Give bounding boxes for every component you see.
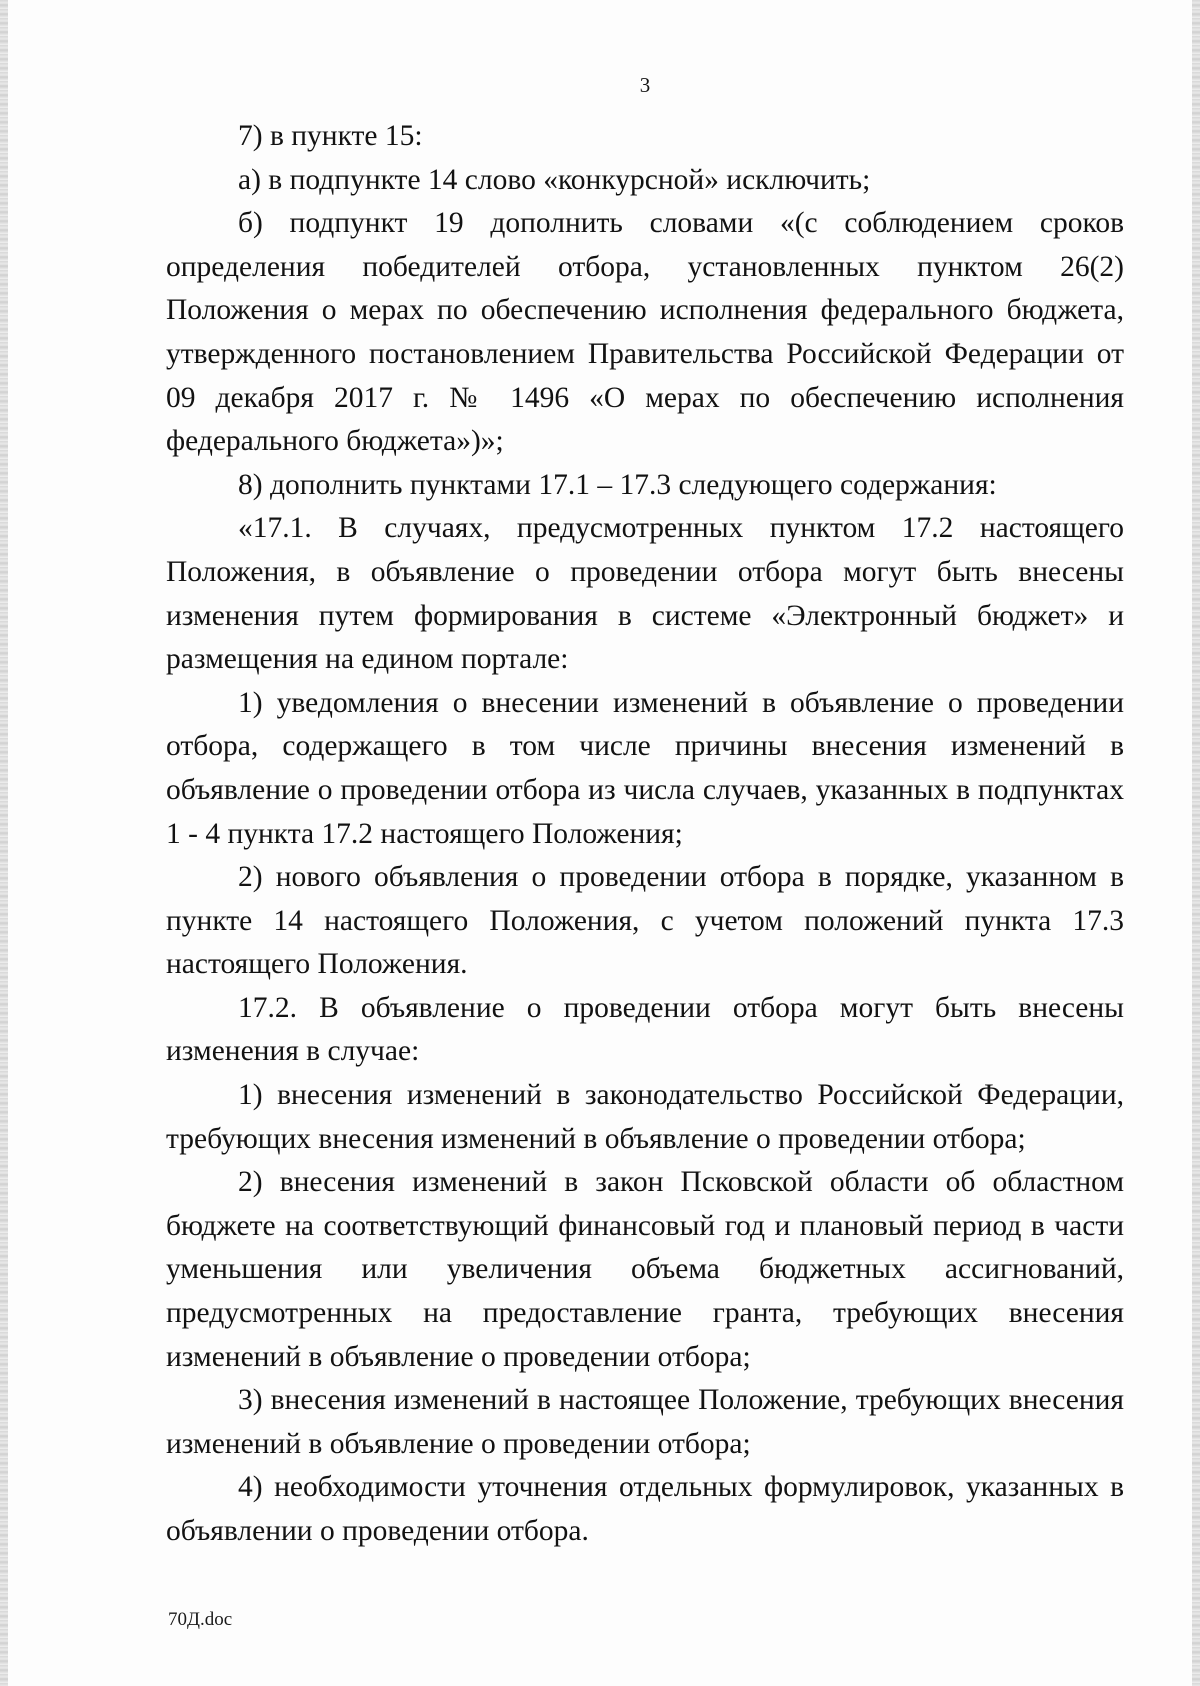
paragraph: 2) внесения изменений в закон Псковской области об областном бюджете на соответствующий финансовый год и плановый период в части уменьшения или увеличения объема бюджетных ассигнований, предусмотренных на предоставление гранта, требующих внесения изменений в объявление о проведении отбора; (166, 1166, 1124, 1373)
document-body (166, 115, 1124, 1554)
paragraph: 2) нового объявления о проведении отбора в порядке, указанном в пункте 14 настоящего Положения, с учетом положений пункта 17.3 настоящего Положения. (166, 861, 1124, 981)
page-number: 3 (639, 73, 651, 97)
scan-edge-right (1192, 0, 1200, 1686)
paragraph: 8) дополнить пунктами 17.1 – 17.3 следующего содержания: (238, 468, 997, 501)
paragraph: 1) уведомления о внесении изменений в объявление о проведении отбора, содержащего в том числе причины внесения изменений в объявление о проведении отбора из числа случаев, указанных в подпунктах 1 - 4 пункта 17.2 настоящего Положения; (166, 686, 1124, 850)
paragraph: 3) внесения изменений в настоящее Положение, требующих внесения изменений в объявление о проведении отбора; (166, 1384, 1124, 1460)
paragraph: «17.1. В случаях, предусмотренных пунктом 17.2 настоящего Положения, в объявление о проведении отбора могут быть внесены изменения путем формирования в системе «Электронный бюджет» и размещения на едином портале: (166, 512, 1124, 676)
footer-filename: 70Д.doc (168, 1609, 233, 1630)
paragraph: а) в подпункте 14 слово «конкурсной» исключить; (238, 163, 871, 196)
paragraph: 17.2. В объявление о проведении отбора могут быть внесены изменения в случае: (166, 991, 1124, 1068)
paragraph: 1) внесения изменений в законодательство Российской Федерации, требующих внесения изменений в объявление о проведении отбора; (166, 1079, 1124, 1155)
paragraph: 4) необходимости уточнения отдельных формулировок, указанных в объявлении о проведении отбора. (166, 1471, 1124, 1547)
paragraph: б) подпункт 19 дополнить словами «(с соблюдением сроков определения победителей отбора, установленных пунктом 26(2) Положения о мерах по обеспечению исполнения федерального бюджета, утвержденного постановлением Правительства Российской Федерации от 09 декабря 2017 г. № 1496 «О мерах по обеспечению исполнения федерального бюджета»)»; (166, 207, 1124, 458)
scan-edge-left (0, 0, 8, 1686)
paragraph: 7) в пункте 15: (238, 120, 423, 152)
